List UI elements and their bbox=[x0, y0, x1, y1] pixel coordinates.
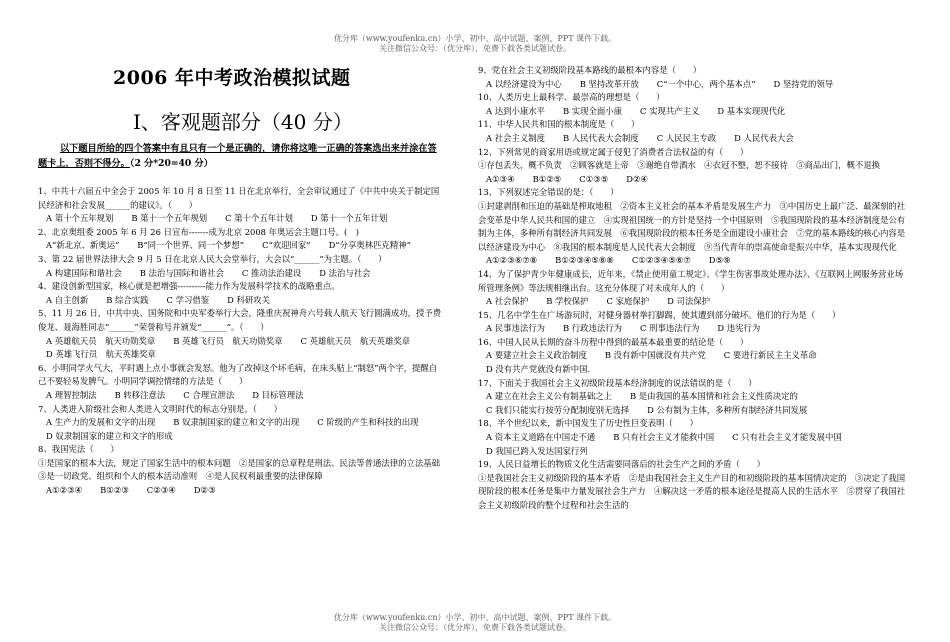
option: C 推动法治建设 bbox=[241, 267, 302, 278]
option: C 只有社会主义才能发展中国 bbox=[732, 432, 842, 443]
option-row bbox=[38, 212, 443, 226]
question-text: 7、人类进入阶级社会和人类进入文明时代的标志分别是。（ ） bbox=[38, 403, 283, 414]
option: A 第十个五年规划 bbox=[46, 213, 114, 224]
option: A 自主创新 bbox=[46, 294, 89, 305]
option-row bbox=[478, 78, 910, 92]
question bbox=[38, 307, 443, 361]
option: B 英雄飞行员 航天功勋奖章 bbox=[173, 335, 283, 346]
option-row bbox=[478, 132, 910, 146]
question-text: 19、人民日益增长的物质文化生活需要同落后的社会生产之间的矛盾（ ） bbox=[478, 459, 766, 470]
question-text: 15、几名中学生在广场游玩时，对健身器材拳打脚踢，使其遭到部分破坏。他们的行为是（ ） bbox=[478, 309, 841, 320]
option: A 以经济建设为中心 bbox=[486, 78, 562, 89]
option: B 第十一个五年规划 bbox=[131, 213, 208, 224]
question-text: 12、下列常见的商家用语或规定属于侵犯了消费者合法权益的有（ ） bbox=[478, 146, 749, 157]
option: D⑤⑨ bbox=[708, 255, 731, 266]
option: D 违宪行为 bbox=[717, 323, 761, 334]
section-title: Ⅰ、客观题部分（40 分） bbox=[133, 110, 353, 134]
instructions-score: （2 分*20=40 分） bbox=[129, 157, 213, 169]
option: D“分享奥林匹克精神” bbox=[328, 240, 411, 251]
option: A①②③⑥⑦⑧ bbox=[486, 255, 538, 266]
option: B①②③ bbox=[100, 485, 129, 496]
option: B 人民代表大会制度 bbox=[562, 132, 639, 143]
option: D 基本实现现代化 bbox=[717, 105, 786, 116]
option: C 人民民主专政 bbox=[656, 132, 717, 143]
question bbox=[478, 268, 910, 309]
option: A 社会保护 bbox=[486, 296, 529, 307]
page-title: 2006 年中考政治模拟试题 bbox=[113, 67, 351, 89]
option: D②③ bbox=[193, 485, 216, 496]
option: B 综合实践 bbox=[106, 294, 149, 305]
option: B①②③④⑤⑥⑧ bbox=[555, 255, 614, 266]
question bbox=[38, 403, 443, 444]
left-column bbox=[38, 60, 449, 498]
option-row bbox=[478, 254, 910, 268]
option-row bbox=[38, 389, 443, 403]
option: C 英雄航天员 航天英雄奖章 bbox=[300, 335, 411, 346]
option: C“欢迎回家” bbox=[262, 240, 311, 251]
option: D 第十一个五年计划 bbox=[310, 213, 388, 224]
option: C 我们只能实行按劳分配制度别无选择 bbox=[486, 404, 630, 415]
option: B 学校保护 bbox=[546, 296, 589, 307]
option-row bbox=[478, 431, 910, 458]
question-text: ①封建剥削和压迫的基础是榨取地租 ②资本主义社会的基本矛盾是发展生产力 ③中国历史上最广泛、最深刻的社会变革是中华人民共和国的建立 ④实现祖国统一的方针是坚持一个中国原则 ⑤我国现阶段的基本经济制度是公有制为主体，多种所有制经济共同发展 ⑥我国现阶段的根本任务是全面建设小康社会 ⑦党的基本路线的核心内容是以经济建设为中心 ⑧我国的根本制度是人民代表大会制度 ⑨当代青年的崇高使命是振兴中华，基本实现现代化 bbox=[478, 200, 906, 252]
option: C 阶级的产生和科技的出现 bbox=[317, 417, 419, 428]
right-question-list bbox=[478, 64, 910, 513]
option: D 英雄飞行员 航天英雄奖章 bbox=[46, 349, 156, 360]
instructions-text: 以下题目所给的四个答案中有且只有一个是正确的，请你将这唯一正确的答案选出来并涂在答题卡上，否则不得分。 bbox=[38, 143, 437, 169]
option: A①③④ bbox=[486, 173, 515, 184]
option: C①②③④⑤⑥⑦ bbox=[631, 255, 691, 266]
option: A 构建国际和谐社会 bbox=[46, 267, 122, 278]
option: B 法治与国际和谐社会 bbox=[139, 267, 224, 278]
option-row bbox=[478, 390, 910, 417]
question bbox=[38, 226, 443, 253]
question bbox=[478, 458, 910, 512]
option: B 是由我国的基本国情和社会主义性质决定的 bbox=[629, 391, 798, 402]
watermark-line1: 优分库（www.youfenku.cn）小学、初中、高中试题、案例、PPT 课件下载。 bbox=[333, 34, 617, 43]
option: B 坚持改革开放 bbox=[579, 78, 639, 89]
question bbox=[478, 309, 910, 336]
question bbox=[478, 336, 910, 377]
question bbox=[478, 146, 910, 187]
option-row bbox=[38, 484, 443, 498]
watermark-top bbox=[0, 34, 950, 54]
option: B 行政违法行为 bbox=[562, 323, 623, 334]
question bbox=[478, 91, 910, 118]
question bbox=[38, 362, 443, 403]
question-text: 10、人类历史上最科学、最崇高的理想是（ ） bbox=[478, 92, 665, 103]
right-column bbox=[478, 64, 910, 513]
option: D 我国已跨入发达国家行列 bbox=[486, 445, 588, 456]
question-text: ①存包丢失，概不负责 ②顾客就是上帝 ③谢绝自带酒水 ④衣冠不整，恕不接待 ⑤商品出门，概不退换 bbox=[478, 160, 880, 171]
question-text: 8、我国宪法（ ） bbox=[38, 444, 119, 455]
option: C 合理宣泄法 bbox=[183, 389, 235, 400]
option: A 生产力的发展和文字的出现 bbox=[46, 417, 156, 428]
option: C 学习借鉴 bbox=[166, 294, 210, 305]
question-text: ①是国家的根本大法，规定了国家生活中的根本问题 ②是国家的总章程是刑法、民法等普通法律的立法基础 ③是一切政党、组织和个人的根本活动准则 ④是人民权利最重要的法律保障 bbox=[38, 457, 449, 482]
option: D 没有共产党就没有新中国. bbox=[486, 364, 591, 375]
question-text: ①是我国社会主义初级阶段的基本矛盾 ②是由我国社会主义生产目的和初级阶段的基本国情决定的 ③决定了我国现阶段的根本任务是集中力量发展社会生产力 ④解决这一矛盾的根本途径是提高人民的生活水平 ⑤贯穿了我国社会主义初级阶段的整个过程和社会生活的 bbox=[478, 472, 906, 510]
option: A“新北京、新奥运” bbox=[46, 240, 120, 251]
option: C②③④ bbox=[146, 485, 176, 496]
question-text: 5、11 月 26 日，中共中央、国务院和中央军委举行大会，隆重庆祝神舟六号载人航天飞行圆满成功，授予费俊龙、聂海胜同志“______”荣誉称号并颁发“______”。（ ） bbox=[38, 308, 442, 332]
question-text: 14、为了保护青少年健康成长，近年来，《禁止使用童工规定》、《学生伤害事故处理办法》、《互联网上网服务营业场所管理条例》等法规相继出台。这充分体现了对未成年人的（ ） bbox=[478, 268, 904, 293]
question bbox=[478, 118, 910, 145]
question-text: 4、建设创新型国家，核心就是把增强----------能力作为发展科学技术的战略重点。 bbox=[38, 281, 340, 292]
option: D 坚持党的领导 bbox=[773, 78, 834, 89]
option: D 奴隶制国家的建立和文字的形成 bbox=[46, 430, 173, 441]
question bbox=[478, 64, 910, 91]
option: D 目标管理法 bbox=[252, 389, 304, 400]
option: D 司法保护 bbox=[667, 296, 711, 307]
option: D 法治与社会 bbox=[319, 267, 371, 278]
question bbox=[38, 443, 449, 497]
option: A 资本主义道路在中国走不通 bbox=[486, 432, 596, 443]
option: A 建立在社会主义公有制基础之上 bbox=[486, 391, 612, 402]
option-row bbox=[478, 349, 910, 376]
option-row bbox=[38, 416, 443, 443]
option: B 奴隶制国家的建立和文字的出现 bbox=[173, 417, 300, 428]
question-text: 11、中华人民共和国的根本制度是（ ） bbox=[478, 119, 640, 130]
question-text: 6、小明同学火气大，平时遇上点小事就会发怒。他为了改掉这个坏毛病，在床头贴上“制怒”两个字，提醒自己不要轻易发脾气。小明同学调控情绪的方法是（ ） bbox=[38, 362, 438, 387]
option: C 要进行新民主主义革命 bbox=[723, 350, 817, 361]
option: B 转移注意法 bbox=[114, 389, 166, 400]
question-text: 18、半个世纪以来，新中国发生了历史性巨变表明（ ） bbox=[478, 418, 699, 429]
option-row bbox=[478, 105, 910, 119]
option: A①②③④ bbox=[46, 485, 83, 496]
option: B“同一个世界、同一个梦想” bbox=[137, 240, 245, 251]
option-row bbox=[38, 239, 443, 253]
option: B①②⑤ bbox=[532, 173, 562, 184]
option: A 要建立社会主义政治制度 bbox=[486, 350, 587, 361]
option-row bbox=[478, 322, 910, 336]
option: C①③⑤ bbox=[579, 173, 609, 184]
question bbox=[38, 253, 443, 280]
question-text: 16、中国人民从长期的奋斗历程中得到的最基本最重要的结论是（ ） bbox=[478, 336, 749, 347]
option: C 刑事违法行为 bbox=[640, 323, 700, 334]
watermark-line1: 优分库（www.youfenku.cn）小学、初中、高中试题、案例、PPT 课件下载。 bbox=[333, 613, 617, 622]
option: A 达到小康水平 bbox=[486, 105, 545, 116]
option: A 社会主义制度 bbox=[486, 132, 545, 143]
option: C 第十个五年计划 bbox=[225, 213, 293, 224]
option-row bbox=[38, 267, 443, 281]
question-text: 17、下面关于我国社会主义初级阶段基本经济制度的说法错误的是（ ） bbox=[478, 377, 757, 388]
option: C 家庭保护 bbox=[606, 296, 650, 307]
option: D 公有制为主体，多种所有制经济共同发展 bbox=[647, 404, 808, 415]
option: D 科研攻关 bbox=[227, 294, 271, 305]
question-text: 13、下列叙述完全错误的是：（ ） bbox=[478, 187, 619, 198]
option: D 人民代表大会 bbox=[734, 132, 794, 143]
option-row bbox=[38, 294, 443, 308]
option-row bbox=[478, 173, 910, 187]
question bbox=[478, 377, 910, 418]
question-text: 3、第 22 届世界法律大会 9 月 5 日在北京人民大会堂举行，大会以“______”为主题。（ ） bbox=[38, 253, 387, 264]
watermark-bottom bbox=[0, 613, 950, 633]
watermark-line2: 关注微信公众号：（优分库），免费下载各类试题试卷。 bbox=[379, 623, 571, 632]
instructions bbox=[38, 142, 443, 171]
option: C“一个中心，两个基本点” bbox=[656, 78, 756, 89]
question bbox=[478, 417, 910, 458]
option-row bbox=[38, 335, 443, 362]
question-text: 9、党在社会主义初级阶段基本路线的最根本内容是（ ） bbox=[478, 65, 702, 75]
question-text: 1、中共十六届五中全会于 2005 年 10 月 8 日至 11 日在北京举行，全会审议通过了《中共中央关于制定国民经济和社会发展______的建议》。（ ） bbox=[38, 186, 440, 210]
option: A 英雄航天员 航天功勋奖章 bbox=[46, 335, 156, 346]
option: B 实现全面小康 bbox=[562, 105, 623, 116]
option: B 没有新中国就没有共产党 bbox=[604, 350, 706, 361]
question bbox=[38, 280, 443, 307]
option: A 民事违法行为 bbox=[486, 323, 545, 334]
option: C 实现共产主义 bbox=[640, 105, 700, 116]
option: B 只有社会主义才能救中国 bbox=[613, 432, 715, 443]
left-question-list bbox=[38, 185, 449, 498]
question-text: 2、北京奥组委 2005 年 6 月 26 日宣布-------成为北京 2008 年奥运会主题口号。( ) bbox=[38, 226, 359, 237]
watermark-line2: 关注微信公众号：（优分库），免费下载各类试题试卷。 bbox=[379, 44, 571, 53]
question bbox=[38, 185, 443, 226]
option: A 理智控制法 bbox=[46, 389, 97, 400]
option: D②④ bbox=[626, 173, 648, 184]
question bbox=[478, 186, 910, 268]
option-row bbox=[478, 295, 910, 309]
